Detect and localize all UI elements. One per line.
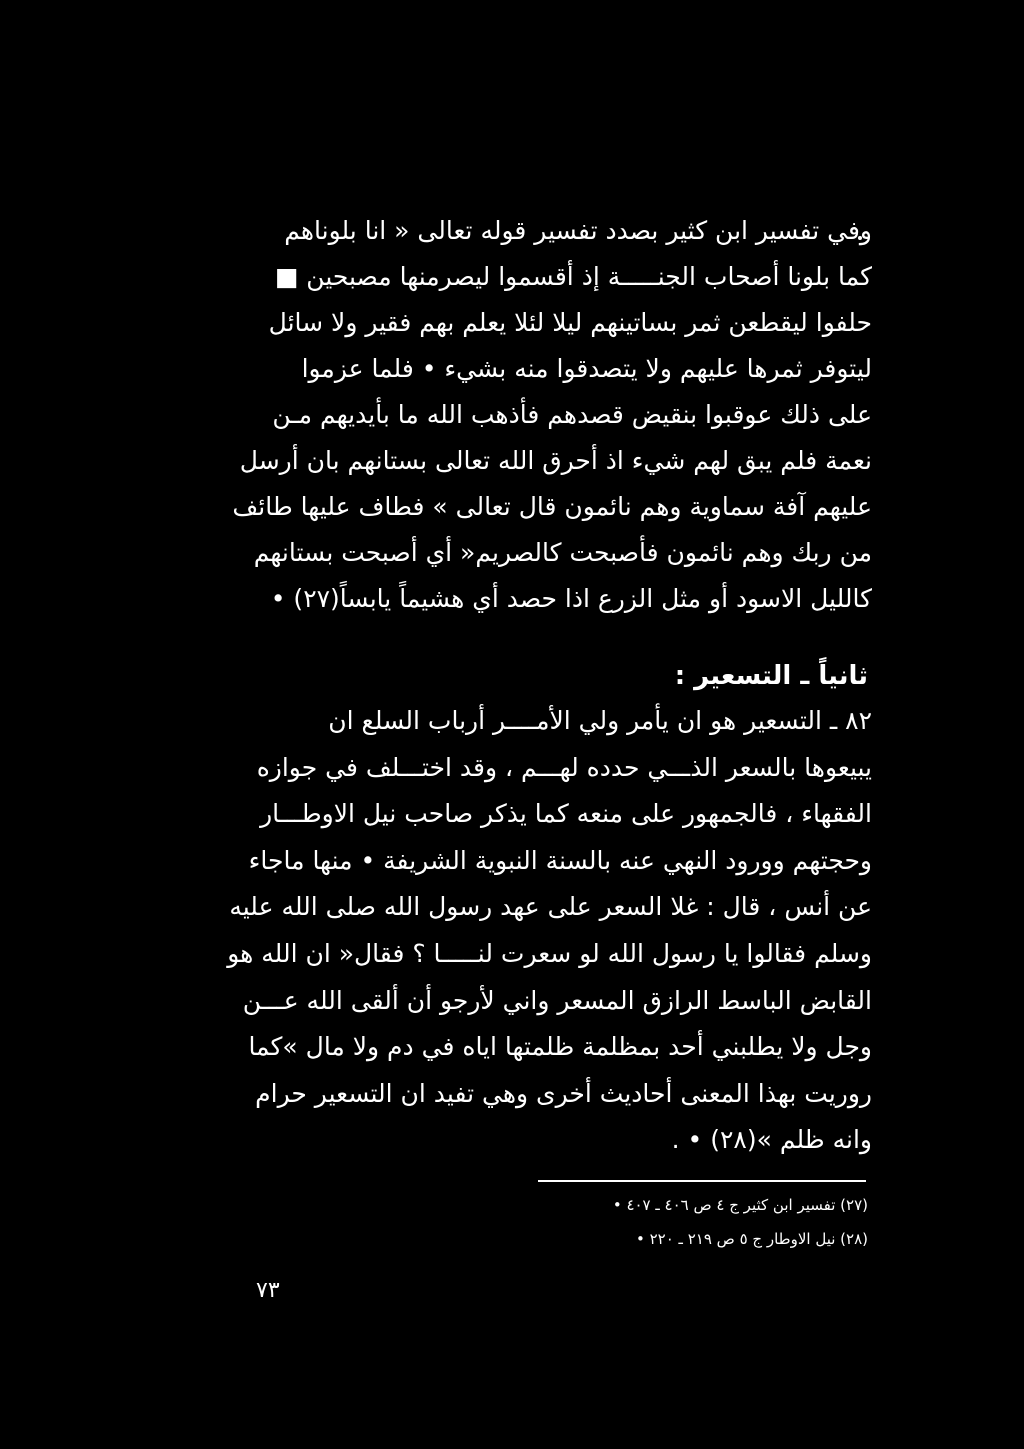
text-line: وانه ظلم »(٢٨) • . — [671, 1125, 872, 1155]
footnote: (٢٨) نيل الاوطار ج ٥ ص ٢١٩ ـ ٢٢٠ • — [635, 1230, 868, 1248]
text-line: الفقهاء ، فالجمهور على منعه كما يذكر صاحب نيل الاوطـــار — [260, 799, 872, 829]
text-line: حلفوا ليقطعن ثمر بساتينهم ليلا لئلا يعلم بهم فقير ولا سائل — [268, 308, 872, 337]
text-line: وجل ولا يطلبني أحد بمظلمة ظلمتها اياه في دم ولا مال »كما — [248, 1032, 872, 1062]
section-heading: ثانياً ـ التسعير : — [674, 661, 868, 691]
text-line: من ربك وهم نائمون فأصبحت كالصريم« أي أصبحت بستانهم — [253, 538, 872, 567]
text-line: يبيعوها بالسعر الذـــي حدده لهـــم ، وقد اختـــلف في جوازه — [256, 752, 872, 782]
text-line: روريت بهذا المعنى أحاديث أخرى وهي تفيد ان التسعير حرام — [255, 1078, 872, 1108]
text-line: على ذلك عوقبوا بنقيض قصدهم فأذهب الله ما بأيديهم مـن — [272, 400, 872, 429]
text-line: كما بلونا أصحاب الجنـــــة إذ أقسموا ليصرمنها مصبحين ■ — [274, 262, 872, 291]
text-line: نعمة فلم يبق لهم شيء اذ أحرق الله تعالى بستانهم بان أرسل — [239, 446, 872, 475]
text-line: وفي تفسير ابن كثير بصدد تفسير قوله تعالى « انا بلوناهم — [284, 216, 872, 245]
page-number: ٧٣ — [256, 1278, 280, 1303]
text-line: عليهم آفة سماوية وهم نائمون قال تعالى » فطاف عليها طائف — [232, 492, 872, 521]
text-line: ٨٢ ـ التسعير هو ان يأمر ولي الأمــــر أرباب السلع ان — [328, 706, 872, 735]
footnote: (٢٧) تفسير ابن كثير ج ٤ ص ٤٠٦ ـ ٤٠٧ • — [612, 1196, 868, 1214]
footnotes — [613, 1188, 868, 1256]
paragraph-one — [150, 208, 872, 622]
text-line: كالليل الاسود أو مثل الزرع اذا حصد أي هشيماً يابساً(٢٧) • — [270, 584, 872, 613]
text-line: ليتوفر ثمرها عليهم ولا يتصدقوا منه بشيء • فلما عزموا — [301, 354, 872, 383]
text-line: وحجتهم وورود النهي عنه بالسنة النبوية الشريفة • منها ماجاء — [248, 845, 872, 875]
text-line: عن أنس ، قال : غلا السعر على عهد رسول الله صلى الله عليه — [229, 892, 872, 922]
paragraph-two — [150, 698, 872, 1164]
footnote-divider — [538, 1180, 866, 1182]
text-line: القابض الباسط الرازق المسعر واني لأرجو أن ألقى الله عـــن — [242, 985, 872, 1015]
text-line: وسلم فقالوا يا رسول الله لو سعرت لنـــــا ؟ فقال« ان الله هو — [227, 938, 872, 968]
